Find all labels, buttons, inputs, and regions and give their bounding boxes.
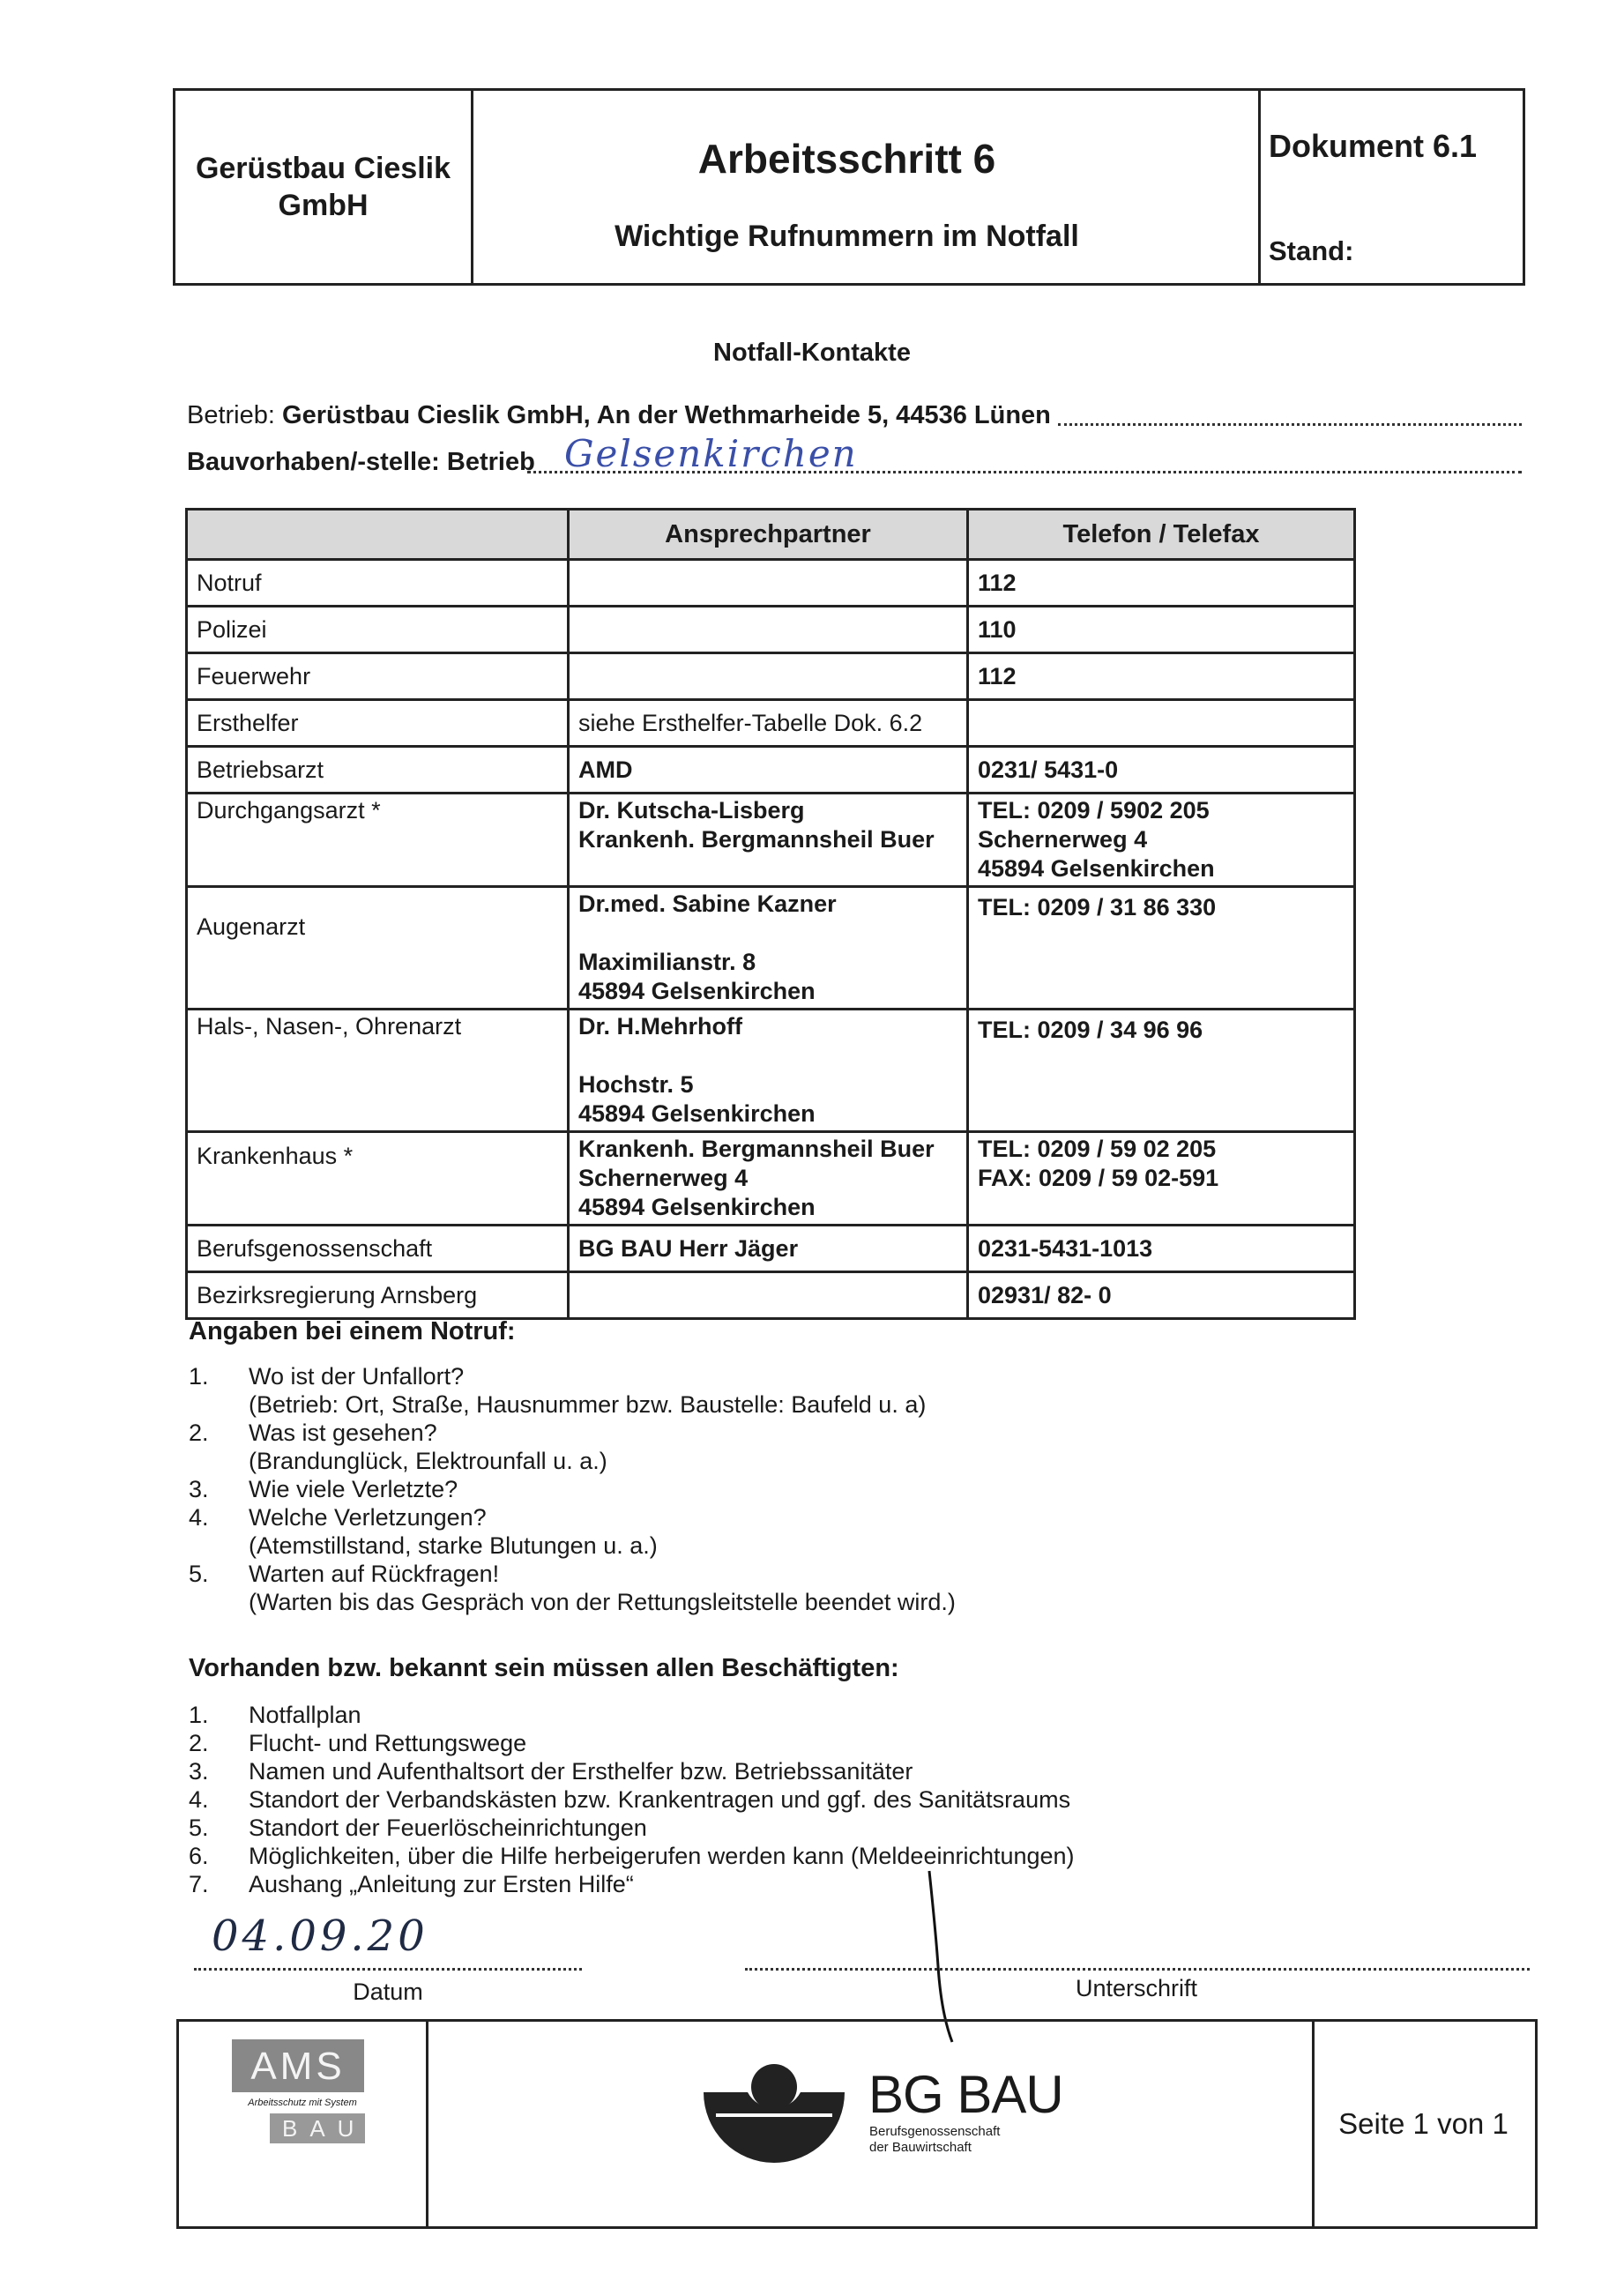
bauvorhaben-handwritten: Gelsenkirchen (564, 432, 858, 475)
phone-cell: 112 (968, 560, 1355, 607)
list-item: 1. Notfallplan (189, 1702, 361, 1728)
phone-cell: 112 (968, 653, 1355, 700)
phone-cell: TEL: 0209 / 34 96 96 (968, 1010, 1355, 1132)
list-item: 4. Welche Verletzungen? (Atemstillstand, starke Blutungen u. a.) (189, 1504, 658, 1559)
date-label: Datum (353, 1979, 423, 2005)
header-telefon: Telefon / Telefax (968, 510, 1355, 560)
date-handwritten: 04.09.20 (212, 1912, 428, 1961)
role-cell: Betriebsarzt (187, 747, 569, 794)
list-item: 3. Namen und Aufenthaltsort der Ersthelfer bzw. Betriebssanitäter (189, 1758, 913, 1785)
bauvorhaben-label: Bauvorhaben/-stelle: Betrieb (187, 448, 535, 476)
step-subtitle: Wichtige Rufnummern im Notfall (615, 220, 1079, 253)
contact-cell (569, 653, 968, 700)
table-row (187, 887, 1355, 1010)
contacts-table (185, 508, 1356, 1320)
phone-cell: 02931/ 82- 0 (968, 1272, 1355, 1319)
role-cell: Krankenhaus * (187, 1132, 569, 1226)
table-row (187, 747, 1355, 794)
list-item: 7. Aushang „Anleitung zur Ersten Hilfe“ (189, 1871, 634, 1897)
notruf-title: Angaben bei einem Notruf: (189, 1317, 516, 1345)
phone-cell (968, 700, 1355, 747)
signature-label: Unterschrift (1076, 1975, 1198, 2001)
role-cell: Durchgangsarzt * (187, 794, 569, 887)
ams-tagline: Arbeitsschutz mit System (248, 2098, 357, 2108)
list-item: 6. Möglichkeiten, über die Hilfe herbeigerufen werden kann (Meldeeinrichtungen) (189, 1843, 1075, 1869)
role-cell: Notruf (187, 560, 569, 607)
betrieb-value: Gerüstbau Cieslik GmbH, An der Wethmarheide 5, 44536 Lünen (282, 401, 1051, 429)
date-dotted-line (194, 1968, 582, 1971)
phone-cell: TEL: 0209 / 59 02 205 FAX: 0209 / 59 02-591 (968, 1132, 1355, 1226)
list-item: 4. Standort der Verbandskästen bzw. Krankentragen und ggf. des Sanitätsraums (189, 1786, 1071, 1813)
contact-cell: Dr. Kutscha-Lisberg Krankenh. Bergmannsheil Buer (569, 794, 968, 887)
list-item: 1. Wo ist der Unfallort? (Betrieb: Ort, Straße, Hausnummer bzw. Baustelle: Baufeld u. a) (189, 1363, 927, 1418)
bekannt-title: Vorhanden bzw. bekannt sein müssen allen Beschäftigten: (189, 1654, 899, 1682)
role-cell: Ersthelfer (187, 700, 569, 747)
contact-cell: Krankenh. Bergmannsheil Buer Schernerweg 4 45894 Gelsenkirchen (569, 1132, 968, 1226)
list-item: 2. Flucht- und Rettungswege (189, 1730, 527, 1756)
section-title: Notfall-Kontakte (713, 339, 911, 367)
table-row (187, 653, 1355, 700)
bgbau-logo-icon (704, 2057, 845, 2172)
ams-bau-logo: BAU (270, 2113, 365, 2143)
step-title: Arbeitsschritt 6 (697, 136, 996, 182)
betrieb-line (187, 401, 1051, 430)
table-row (187, 560, 1355, 607)
page-number: Seite 1 von 1 (1338, 2107, 1509, 2140)
notruf-list (189, 1362, 1423, 1616)
ams-logo: AMS (232, 2039, 364, 2092)
header-ansprechpartner: Ansprechpartner (569, 510, 968, 560)
table-row (187, 1132, 1355, 1226)
list-item: 2. Was ist gesehen? (Brandunglück, Elektrounfall u. a.) (189, 1420, 607, 1474)
contact-cell (569, 560, 968, 607)
role-cell: Bezirksregierung Arnsberg (187, 1272, 569, 1319)
document-number: Dokument 6.1 (1269, 128, 1478, 164)
bgbau-logo-block (426, 2022, 1315, 2226)
table-row (187, 1272, 1355, 1319)
role-cell: Augenarzt (187, 887, 569, 1010)
betrieb-dotted-line (1058, 423, 1522, 426)
phone-cell: TEL: 0209 / 31 86 330 (968, 887, 1355, 1010)
role-cell: Polizei (187, 607, 569, 653)
contact-cell (569, 607, 968, 653)
document-footer (176, 2019, 1538, 2229)
contact-cell: siehe Ersthelfer-Tabelle Dok. 6.2 (569, 700, 968, 747)
bgbau-subtitle: Berufsgenossenschaft der Bauwirtschaft (869, 2124, 1001, 2155)
role-cell: Berufsgenossenschaft (187, 1226, 569, 1272)
list-item: 5. Standort der Feuerlöscheinrichtungen (189, 1815, 647, 1841)
bekannt-list (189, 1701, 1423, 1898)
table-row (187, 607, 1355, 653)
phone-cell: 110 (968, 607, 1355, 653)
header-doc-block (1258, 91, 1523, 283)
header-cell-blank (187, 510, 569, 560)
company-name: Gerüstbau Cieslik GmbH (175, 91, 473, 283)
contact-cell: Dr. H.Mehrhoff Hochstr. 5 45894 Gelsenkirchen (569, 1010, 968, 1132)
header-title-block (436, 91, 1261, 283)
list-item: 5. Warten auf Rückfragen! (Warten bis das Gespräch von der Rettungsleitstelle beendet wird.) (189, 1561, 956, 1615)
ams-logo-block (179, 2022, 428, 2226)
betrieb-label: Betrieb: (187, 401, 275, 429)
contact-cell: Dr.med. Sabine Kazner Maximilianstr. 8 45894 Gelsenkirchen (569, 887, 968, 1010)
contact-cell: AMD (569, 747, 968, 794)
table-row (187, 1010, 1355, 1132)
bgbau-name: BG BAU (868, 2065, 1063, 2124)
phone-cell: 0231-5431-1013 (968, 1226, 1355, 1272)
list-item: 3. Wie viele Verletzte? (189, 1476, 458, 1502)
phone-cell: 0231/ 5431-0 (968, 747, 1355, 794)
document-header (173, 88, 1525, 286)
contact-cell: BG BAU Herr Jäger (569, 1226, 968, 1272)
table-row (187, 794, 1355, 887)
contact-cell (569, 1272, 968, 1319)
table-row (187, 1226, 1355, 1272)
stand-label: Stand: (1269, 235, 1354, 266)
role-cell: Hals-, Nasen-, Ohrenarzt (187, 1010, 569, 1132)
signature-dotted-line (745, 1968, 1530, 1971)
phone-cell: TEL: 0209 / 5902 205 Schernerweg 4 45894 Gelsenkirchen (968, 794, 1355, 887)
table-row (187, 700, 1355, 747)
role-cell: Feuerwehr (187, 653, 569, 700)
